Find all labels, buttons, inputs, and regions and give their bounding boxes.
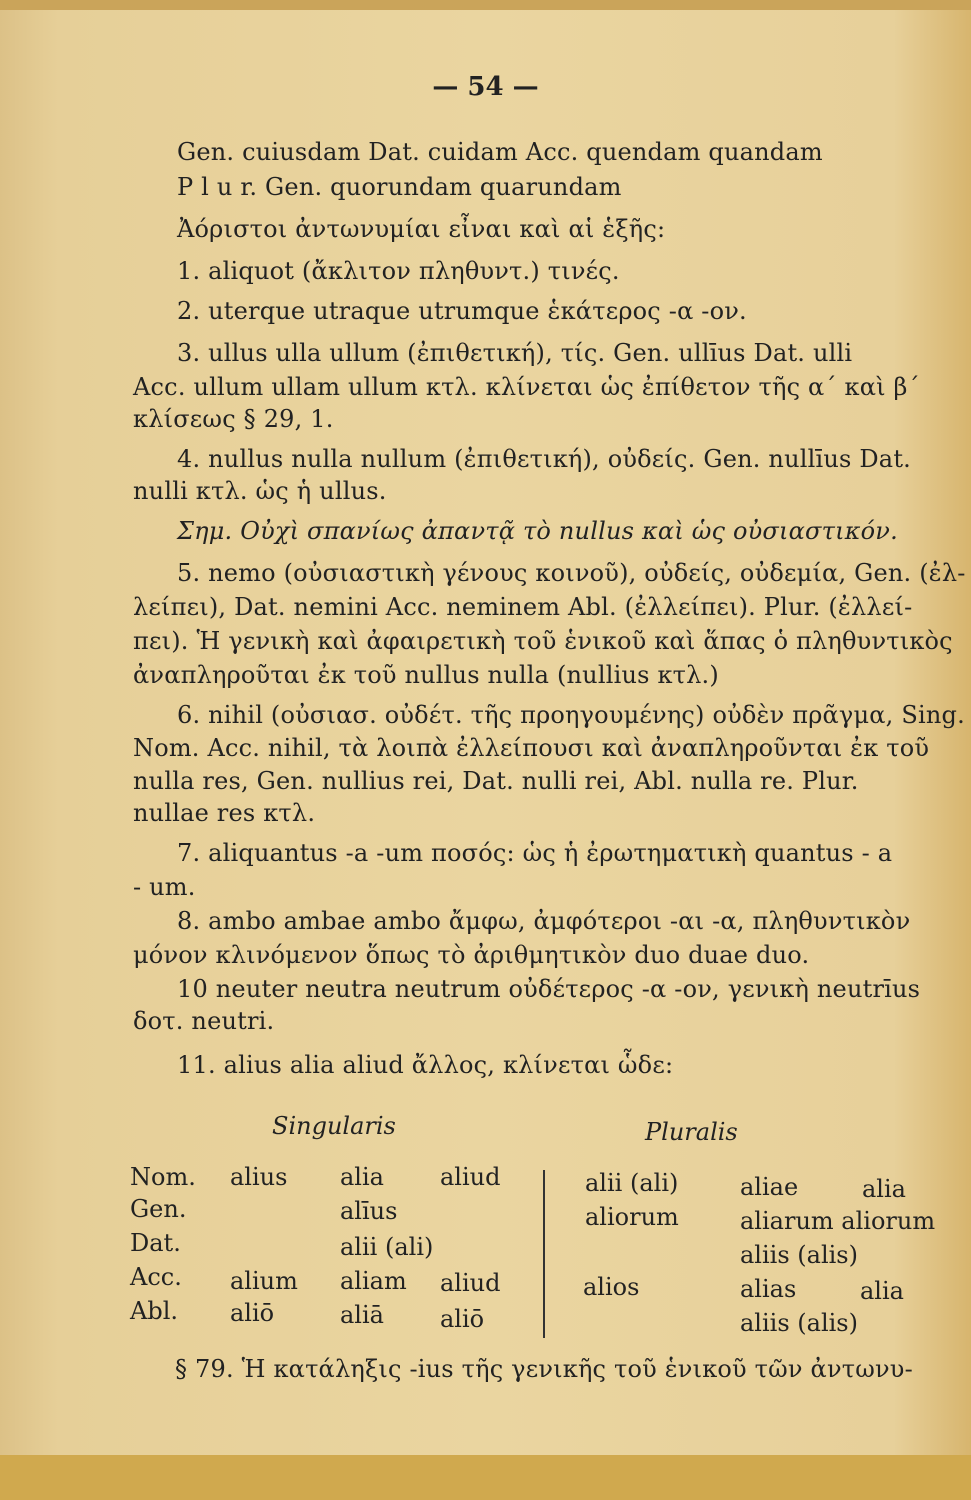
form-cell: aliud	[440, 1163, 501, 1191]
text-line: πει). Ἡ γενικὴ καὶ ἀφαιρετικὴ τοῦ ἑνικοῦ καὶ ἅπας ὁ πληθυντικὸς	[133, 627, 953, 655]
form-cell: aliae	[740, 1173, 799, 1201]
text-line: 8. ambo ambae ambo ἄμφω, ἀμφότεροι -αι -α, πληθυντικὸν	[177, 907, 911, 935]
form-cell: aliorum	[585, 1203, 679, 1231]
case-label: Dat.	[130, 1229, 181, 1257]
form-cell: alia	[860, 1277, 904, 1305]
text-line: 4. nullus nulla nullum (ἐπιθετική), οὐδείς. Gen. nullīus Dat.	[177, 445, 911, 473]
text-line: Acc. ullum ullam ullum κτλ. κλίνεται ὡς ἐπίθετον τῆς α΄ καὶ β΄	[133, 373, 920, 401]
text-line: κλίσεως § 29, 1.	[133, 405, 334, 433]
note-line: Σημ. Οὐχὶ σπανίως ἀπαντᾷ τὸ nullus καὶ ὡς οὐσιαστικόν.	[177, 517, 898, 545]
text-line: nullae res κτλ.	[133, 799, 316, 827]
text-line: 7. aliquantus -a -um ποσός: ὡς ἡ ἐρωτηματικὴ quantus - a	[177, 839, 893, 867]
text-line: ἀναπληροῦται ἐκ τοῦ nullus nulla (nullius κτλ.)	[133, 661, 719, 689]
text-line: μόνον κλινόμενον ὅπως τὸ ἀριθμητικὸν duo duae duo.	[133, 941, 810, 969]
page-bottom-edge	[0, 1455, 971, 1500]
case-label: Nom.	[130, 1163, 196, 1191]
text-line: Nom. Acc. nihil, τὰ λοιπὰ ἐλλείπουσι καὶ ἀναπληροῦνται ἐκ τοῦ	[133, 734, 930, 762]
singular-heading: Singularis	[272, 1112, 396, 1140]
case-label: Abl.	[130, 1297, 178, 1325]
text-line: nulli κτλ. ὡς ἡ ullus.	[133, 477, 387, 505]
text-line: P l u r. Gen. quorundam quarundam	[177, 173, 622, 201]
text-line: - um.	[133, 873, 196, 901]
form-cell: alios	[583, 1273, 640, 1301]
case-label: Gen.	[130, 1195, 187, 1223]
form-cell: aliā	[340, 1301, 384, 1329]
form-cell: aliam	[340, 1267, 407, 1295]
text-line: Ἀόριστοι ἀντωνυμίαι εἶναι καὶ αἱ ἑξῆς:	[177, 215, 666, 243]
form-cell: alii (ali)	[340, 1233, 434, 1261]
form-cell: alia	[862, 1175, 906, 1203]
form-cell: aliō	[440, 1305, 485, 1333]
plural-heading: Pluralis	[645, 1118, 738, 1146]
text-line: δοτ. neutri.	[133, 1007, 275, 1035]
text-line: 3. ullus ulla ullum (ἐπιθετική), τίς. Gen. ullīus Dat. ulli	[177, 339, 853, 367]
form-cell: alias	[740, 1275, 797, 1303]
section-line: § 79. Ἡ κατάληξις -ius τῆς γενικῆς τοῦ ἑνικοῦ τῶν ἀντωνυ-	[175, 1355, 913, 1383]
text-line: 6. nihil (οὐσιασ. οὐδέτ. τῆς προηγουμένης) οὐδὲν πρᾶγμα, Sing.	[177, 701, 965, 729]
form-cell: alius	[230, 1163, 288, 1191]
form-cell: aliis (alis)	[740, 1309, 858, 1337]
form-cell: alia	[340, 1163, 384, 1191]
page-top-edge	[0, 0, 971, 10]
page-number: — 54 —	[432, 72, 539, 102]
form-cell: aliarum aliorum	[740, 1207, 936, 1235]
text-line: 2. uterque utraque utrumque ἑκάτερος -α -ον.	[177, 297, 747, 325]
text-line: nulla res, Gen. nullius rei, Dat. nulli rei, Abl. nulla re. Plur.	[133, 767, 859, 795]
form-cell: aliis (alis)	[740, 1241, 858, 1269]
text-line: 11. alius alia aliud ἄλλος, κλίνεται ὧδε:	[177, 1051, 674, 1079]
form-cell: aliud	[440, 1269, 501, 1297]
table-divider	[543, 1170, 545, 1338]
text-line: 10 neuter neutra neutrum οὐδέτερος -α -ον, γενικὴ neutrīus	[177, 975, 921, 1003]
form-cell: aliō	[230, 1299, 275, 1327]
form-cell: alīus	[340, 1197, 398, 1225]
text-line: Gen. cuiusdam Dat. cuidam Acc. quendam quandam	[177, 138, 823, 166]
text-line: 5. nemo (οὐσιαστικὴ γένους κοινοῦ), οὐδείς, οὐδεμία, Gen. (ἐλ-	[177, 559, 966, 587]
form-cell: alium	[230, 1267, 298, 1295]
case-label: Acc.	[130, 1263, 182, 1291]
form-cell: alii (ali)	[585, 1169, 679, 1197]
text-line: 1. aliquot (ἄκλιτον πληθυντ.) τινές.	[177, 257, 620, 285]
text-line: λείπει), Dat. nemini Acc. neminem Abl. (ἐλλείπει). Plur. (ἐλλεί-	[133, 593, 913, 621]
